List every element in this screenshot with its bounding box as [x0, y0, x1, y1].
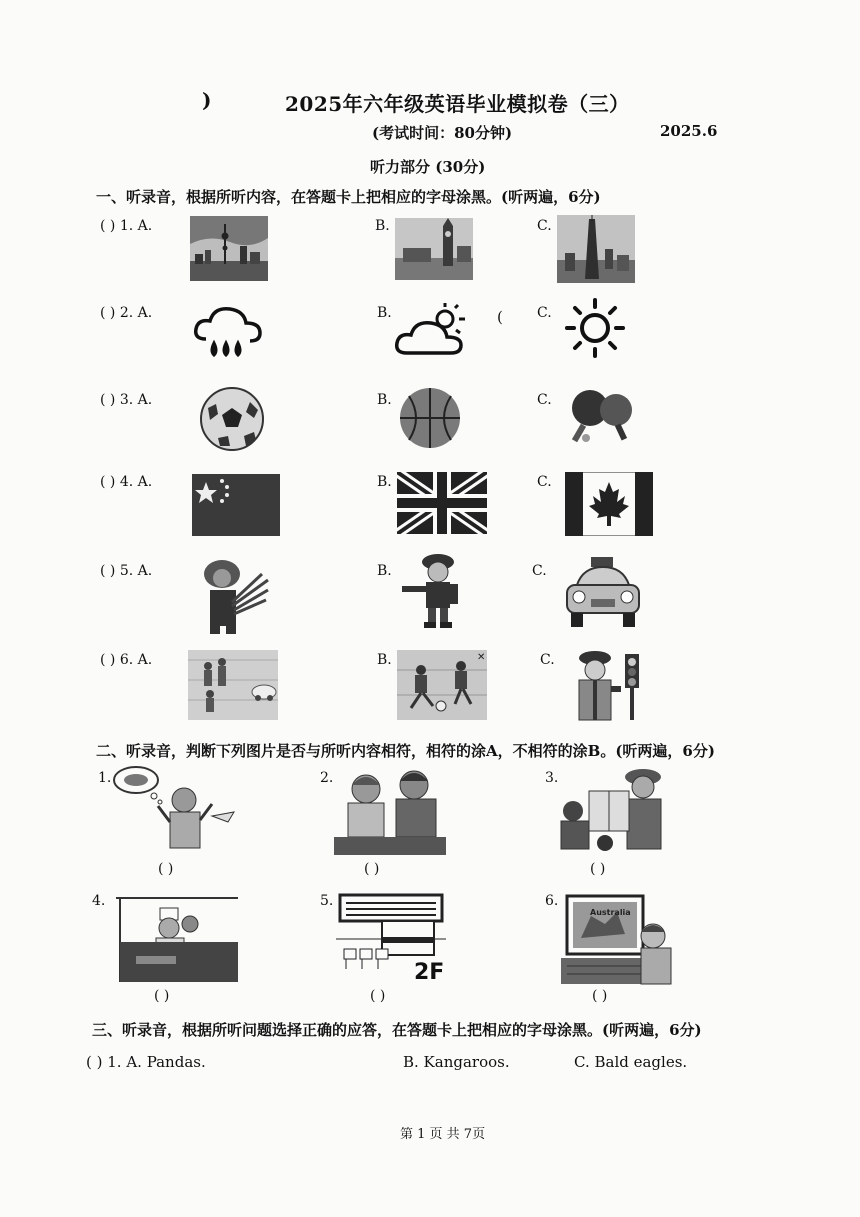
ping-pong-paddles-icon [566, 386, 638, 448]
item-number: 2. [320, 770, 334, 786]
question-label: ( ) 1. A. [100, 218, 153, 234]
option-c-label: C. [537, 474, 552, 490]
shanghai-skyline-photo [190, 216, 268, 281]
part-heading: 听力部分 (30分) [370, 158, 486, 176]
uk-flag-icon [397, 472, 487, 534]
crossing-street-picture [188, 650, 278, 720]
london-bigben-photo [395, 218, 473, 280]
item-number: 1. [98, 770, 112, 786]
answer-blank[interactable]: ( ) [154, 988, 170, 1004]
answer-blank[interactable]: ( ) [370, 988, 386, 1004]
item-number: 6. [545, 893, 559, 909]
farmer-picture [192, 556, 270, 634]
option-b-text: B. Kangaroos. [403, 1053, 510, 1071]
question-label: ( ) 4. A. [100, 474, 153, 490]
basketball-icon [397, 386, 463, 450]
stray-mark: ( [497, 308, 503, 326]
page-number: 第 1 页 共 7页 [400, 1127, 486, 1142]
rainy-cloud-icon [192, 303, 264, 361]
section1-instruction: 一、听录音，根据所听内容，在答题卡上把相应的字母涂黑。(听两遍，6分) [96, 188, 601, 206]
cook-kitchen-picture [116, 896, 238, 984]
answer-blank[interactable]: ( ) [158, 861, 174, 877]
left-margin-mark: ) [202, 88, 212, 112]
answer-blank[interactable]: ( ) [364, 861, 380, 877]
soccer-ball-icon [198, 386, 266, 452]
option-c-label: C. [540, 652, 555, 668]
option-b-label: B. [377, 305, 392, 321]
traffic-police-picture [567, 648, 647, 722]
option-c-label: C. [532, 563, 547, 579]
taxi-picture [563, 555, 643, 631]
taipei-tower-photo [557, 215, 635, 283]
floor-label: 2F [414, 960, 445, 985]
china-flag-icon [192, 474, 280, 536]
canada-flag-icon [565, 472, 653, 536]
question-label: ( ) 2. A. [100, 305, 153, 321]
screen-text: Australia [590, 908, 631, 917]
answer-blank[interactable]: ( ) [590, 861, 606, 877]
exam-time: (考试时间：80分钟) [372, 124, 513, 142]
option-b-label: B. [377, 563, 392, 579]
question-label: ( ) 6. A. [100, 652, 153, 668]
question-label: ( ) 3. A. [100, 392, 153, 408]
option-c-text: C. Bald eagles. [574, 1053, 688, 1071]
question-label: ( ) 1. A. Pandas. [86, 1053, 206, 1071]
section2-instruction: 二、听录音，判断下列图片是否与所听内容相符，相符的涂A，不相符的涂B。(听两遍，6分) [96, 742, 715, 760]
svg-text:✕: ✕ [477, 652, 486, 663]
exam-date: 2025.6 [660, 122, 718, 140]
tourists-map-picture [555, 765, 671, 853]
option-b-label: B. [375, 218, 390, 234]
item-number: 5. [320, 893, 334, 909]
item-number: 3. [545, 770, 559, 786]
option-b-label: B. [377, 392, 392, 408]
option-c-label: C. [537, 305, 552, 321]
section3-instruction: 三、听录音，根据所听问题选择正确的应答，在答题卡上把相应的字母涂黑。(听两遍，6分) [92, 1021, 702, 1039]
option-c-label: C. [537, 218, 552, 234]
question-label: ( ) 5. A. [100, 563, 153, 579]
sun-icon [560, 298, 630, 358]
police-officer-picture [400, 552, 466, 628]
answer-blank[interactable]: ( ) [592, 988, 608, 1004]
page-title: 2025年六年级英语毕业模拟卷（三） [285, 92, 630, 116]
option-b-label: B. [377, 474, 392, 490]
item-number: 4. [92, 893, 106, 909]
two-students-picture [334, 765, 446, 857]
hungry-boy-picture [108, 764, 238, 854]
option-b-label: B. [377, 652, 392, 668]
playing-football-picture [397, 650, 487, 720]
partly-cloudy-icon [395, 303, 467, 359]
option-c-label: C. [537, 392, 552, 408]
